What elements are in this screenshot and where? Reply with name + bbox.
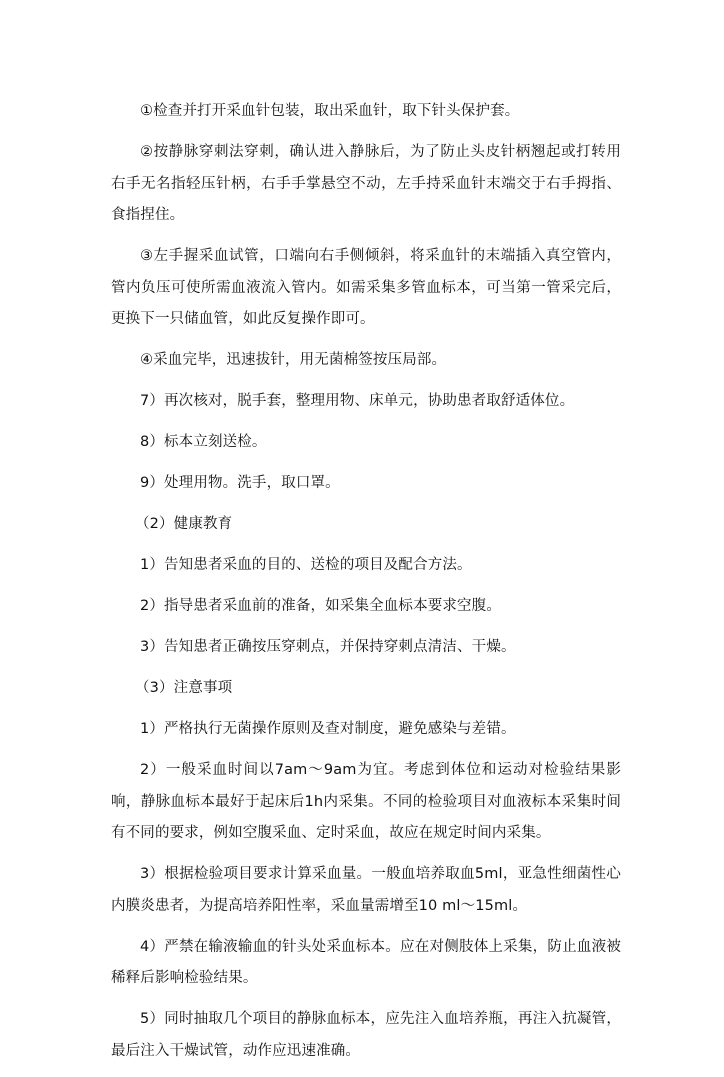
paragraph-step-8: 8）标本立刻送检。	[140, 434, 267, 450]
section-heading-health-education: （2）健康教育	[135, 516, 233, 532]
paragraph-precaution-5: 5）同时抽取几个项目的静脉血标本，应先注入血培养瓶，再注入抗凝管，最后注入干燥试管，动作应迅速准确。	[111, 1011, 621, 1059]
section-heading-precautions: （3）注意事项	[135, 680, 233, 696]
paragraph-step-venipuncture: ②按静脉穿刺法穿刺，确认进入静脉后，为了防止头皮针柄翘起或打转用右手无名指轻压针柄，右手手掌悬空不动，左手持采血针末端交于右手拇指、食指捏住。	[111, 144, 621, 223]
paragraph-step-blood-tube: ③左手握采血试管，口端向右手侧倾斜，将采血针的末端插入真空管内，管内负压可使所需血液流入管内。如需采集多管血标本，可当第一管采完后，更换下一只储血管，如此反复操作即可。	[111, 248, 621, 327]
paragraph-step-7: 7）再次核对，脱手套，整理用物、床单元，协助患者取舒适体位。	[140, 393, 575, 409]
paragraph-education-3: 3）告知患者正确按压穿刺点，并保持穿刺点清洁、干燥。	[140, 639, 516, 655]
document-body	[111, 96, 621, 1077]
paragraph-precaution-2: 2）一般采血时间以7am～9am为宜。考虑到体位和运动对检验结果影响，静脉血标本最好于起床后1h内采集。不同的检验项目对血液标本采集时间有不同的要求，例如空腹采血、定时采血，故应在规定时间内采集。	[111, 762, 621, 841]
paragraph-education-2: 2）指导患者采血前的准备，如采集全血标本要求空腹。	[140, 598, 501, 614]
paragraph-step-withdraw-needle: ④采血完毕，迅速拔针，用无菌棉签按压局部。	[140, 352, 447, 368]
paragraph-precaution-1: 1）严格执行无菌操作原则及查对制度，避免感染与差错。	[140, 721, 516, 737]
paragraph-step-9: 9）处理用物。洗手，取口罩。	[140, 475, 340, 491]
paragraph-precaution-3: 3）根据检验项目要求计算采血量。一般血培养取血5ml，亚急性细菌性心内膜炎患者，为提高培养阳性率，采血量需增至10 ml～15ml。	[111, 866, 621, 914]
paragraph-precaution-4: 4）严禁在输液输血的针头处采血标本。应在对侧肢体上采集，防止血液被稀释后影响检验结果。	[111, 938, 621, 986]
paragraph-education-1: 1）告知患者采血的目的、送检的项目及配合方法。	[140, 557, 472, 573]
paragraph-step-check-needle: ①检查并打开采血针包装，取出采血针，取下针头保护套。	[140, 103, 520, 119]
